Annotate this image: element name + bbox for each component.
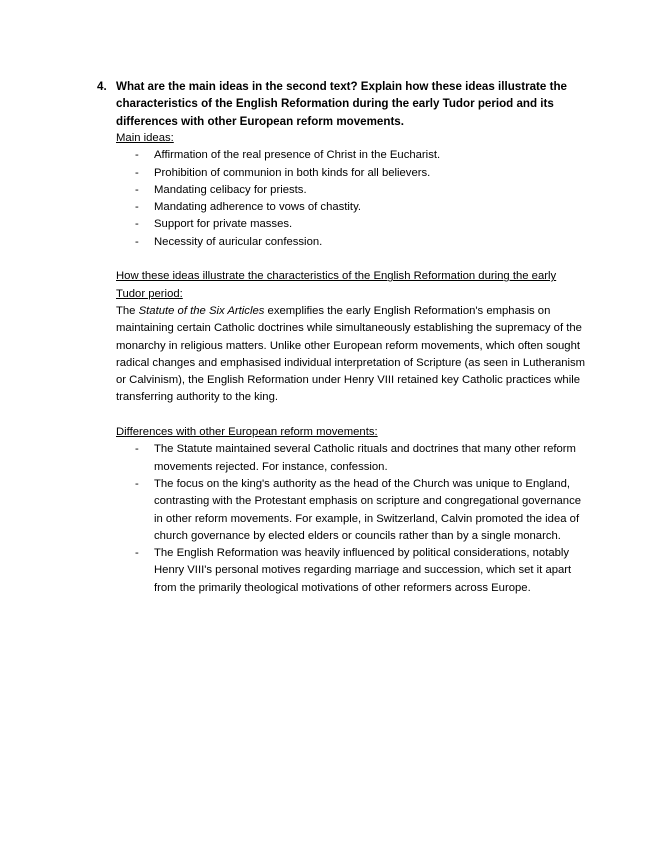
list-item-text: Mandating celibacy for priests.: [154, 183, 307, 196]
list-item-text: The focus on the king's authority as the head of the Church was unique to England, contrasting with the Protestant emphasis on scripture and congregational governance in other reform movements. For example, in Switzerland, Calvin promoted the idea of church governance by elected elders or councils rather than by a single monarch.: [154, 477, 582, 542]
statute-title: Statute of the Six Articles: [138, 304, 265, 317]
list-item: [116, 476, 586, 545]
list-item: [116, 216, 586, 233]
list-item: [116, 234, 586, 251]
illustration-heading: How these ideas illustrate the characteristics of the English Reformation during the early Tudor period:: [116, 270, 557, 300]
list-item: [116, 165, 586, 182]
paragraph-body: exemplifies the early English Reformation's emphasis on maintaining certain Catholic doctrines while simultaneously establishing the supremacy of the monarchy in religious matters. Unlike other European reform movements, which often sought radical changes and emphasised individual interpretation of Scripture (as seen in Lutheranism or Calvinism), the English Reformation under Henry VIII retained key Catholic practices while transferring authority to the king.: [116, 304, 586, 404]
list-item-text: Affirmation of the real presence of Christ in the Eucharist.: [154, 149, 441, 162]
list-item-text: Prohibition of communion in both kinds for all believers.: [154, 166, 431, 179]
main-ideas-heading: Main ideas:: [116, 132, 174, 144]
list-item-text: Necessity of auricular confession.: [154, 235, 323, 248]
dash-marker: -: [135, 218, 139, 231]
list-item: [116, 182, 586, 199]
differences-heading: Differences with other European reform movements:: [116, 426, 378, 439]
list-item-text: Support for private masses.: [154, 218, 293, 231]
differences-list: [116, 441, 586, 597]
illustration-paragraph: [116, 303, 586, 407]
list-item: [116, 199, 586, 216]
question-text: What are the main ideas in the second text? Explain how these ideas illustrate the characteristics of the English Reformation during the early Tudor period and its differences with other European reform movements.: [116, 80, 567, 128]
list-item-text: The English Reformation was heavily influenced by political considerations, notably Henry VIII's personal motives regarding marriage and succession, which set it apart from the primarily theological motivations of other reformers across Europe.: [154, 547, 572, 594]
list-item: [116, 441, 586, 476]
list-item-text: The Statute maintained several Catholic rituals and doctrines that many other reform movements rejected. For instance, confession.: [154, 443, 576, 473]
spacer: [116, 251, 586, 268]
dash-marker: -: [135, 547, 139, 560]
question-block: [97, 78, 587, 130]
paragraph-prefix: The: [116, 304, 139, 317]
dash-marker: -: [135, 443, 139, 456]
list-item: [116, 545, 586, 597]
main-ideas-list: [116, 147, 586, 251]
dash-marker: -: [135, 183, 139, 196]
list-item-text: Mandating adherence to vows of chastity.: [154, 201, 362, 214]
dash-marker: -: [135, 166, 139, 179]
dash-marker: -: [135, 149, 139, 162]
dash-marker: -: [135, 477, 139, 490]
dash-marker: -: [135, 201, 139, 214]
answer-content: [116, 130, 586, 597]
list-item: [116, 147, 586, 164]
dash-marker: -: [135, 235, 139, 248]
spacer: [116, 407, 586, 424]
question-number: 4.: [97, 80, 107, 93]
